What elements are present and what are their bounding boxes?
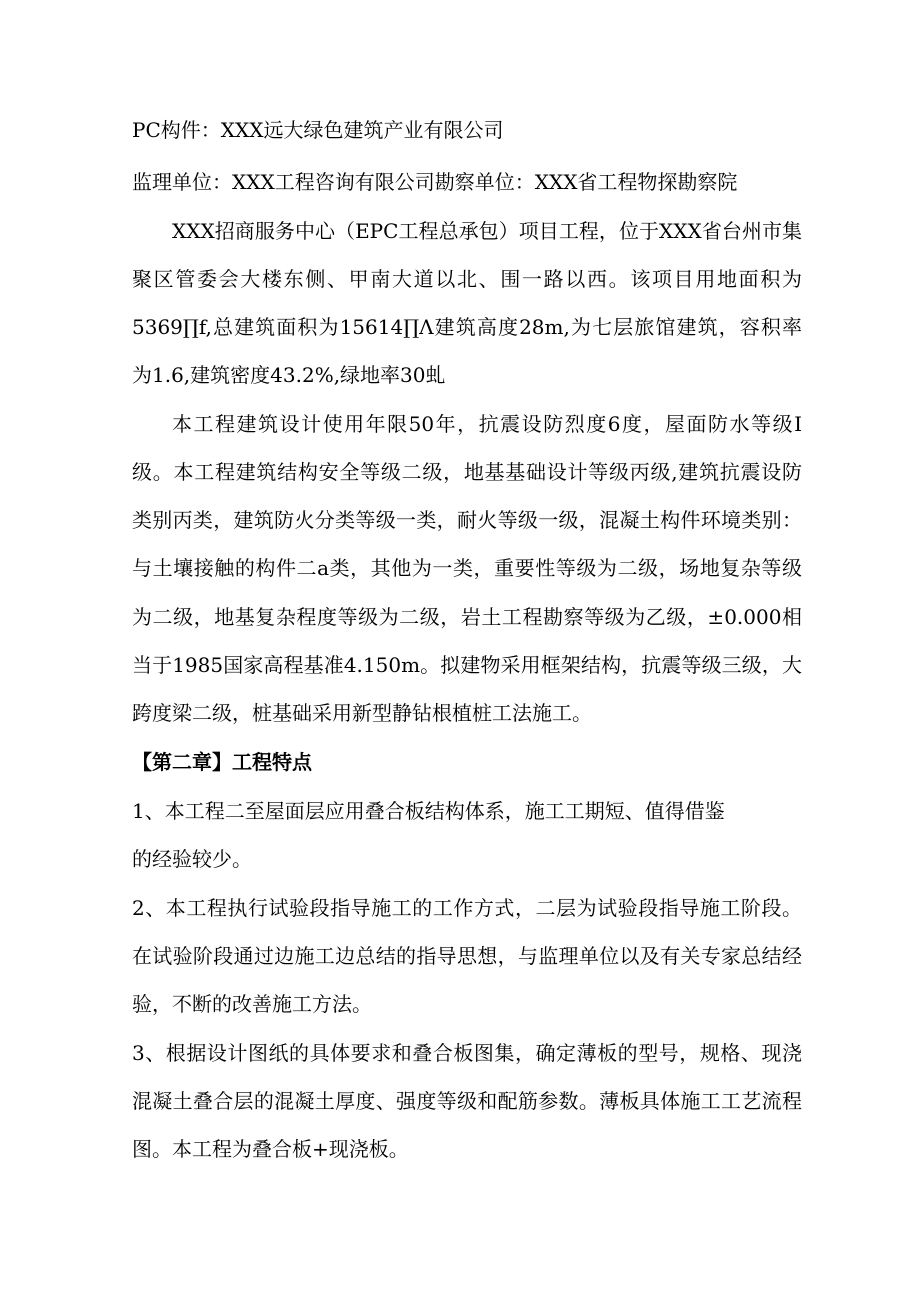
list-item-text-line: 1、本工程二至屋面层应用叠合板结构体系，施工工期短、值得借鉴 [132,799,725,823]
paragraph-text-line: 级。本工程建筑结构安全等级二级，地基基础设计等级丙级,建筑抗震设防 [132,460,802,484]
list-item-text-line: 图。本工程为叠合板+现浇板。 [132,1137,409,1161]
pc-component-line: PC构件：XXX远大绿色建筑产业有限公司 [132,118,504,142]
list-item-text-line: 在试验阶段通过边施工边总结的指导思想，与监理单位以及有关专家总结经 [132,944,802,968]
paragraph-text-line: XXX招商服务中心（EPC工程总承包）项目工程，位于XXX省台州市集 [172,219,802,243]
paragraph-text-line: 为1.6,建筑密度43.2%,绿地率30虬 [132,363,446,387]
paragraph-text-line: 当于1985国家高程基准4.150m。拟建物采用框架结构，抗震等级三级，大 [132,653,802,677]
paragraph-text-line: 为二级，地基复杂程度等级为二级，岩土工程勘察等级为乙级，±0.000相 [132,605,802,629]
paragraph-text-line: 类别丙类，建筑防火分类等级一类，耐火等级一级，混凝土构件环境类别： [132,508,802,532]
supervision-survey-line: 监理单位：XXX工程咨询有限公司勘察单位：XXX省工程物探勘察院 [132,170,738,194]
paragraph-text-line: 跨度梁二级，桩基础采用新型静钻根植桩工法施工。 [132,701,592,725]
list-item-text-line: 2、本工程执行试验段指导施工的工作方式，二层为试验段指导施工阶段。 [132,896,802,920]
paragraph-text-line: 与土壤接触的构件二a类，其他为一类，重要性等级为二级，场地复杂等级 [132,556,802,580]
list-item-text-line: 验，不断的改善施工方法。 [132,992,372,1016]
list-item-text-line: 的经验较少。 [132,847,252,871]
list-item-text-line: 3、根据设计图纸的具体要求和叠合板图集，确定薄板的型号，规格、现浇 [132,1041,802,1065]
paragraph-text-line: 5369∏f,总建筑面积为15614∏Λ建筑高度28m,为七层旅馆建筑，容积率 [132,315,802,339]
list-item-text-line: 混凝土叠合层的混凝土厚度、强度等级和配筋参数。薄板具体施工工艺流程 [132,1089,802,1113]
paragraph-text-line: 本工程建筑设计使用年限50年，抗震设防烈度6度，屋面防水等级I [172,412,802,436]
paragraph-text-line: 聚区管委会大楼东侧、甲南大道以北、围一路以西。该项目用地面积为 [132,267,802,291]
chapter-heading: 【第二章】工程特点 [132,750,312,774]
